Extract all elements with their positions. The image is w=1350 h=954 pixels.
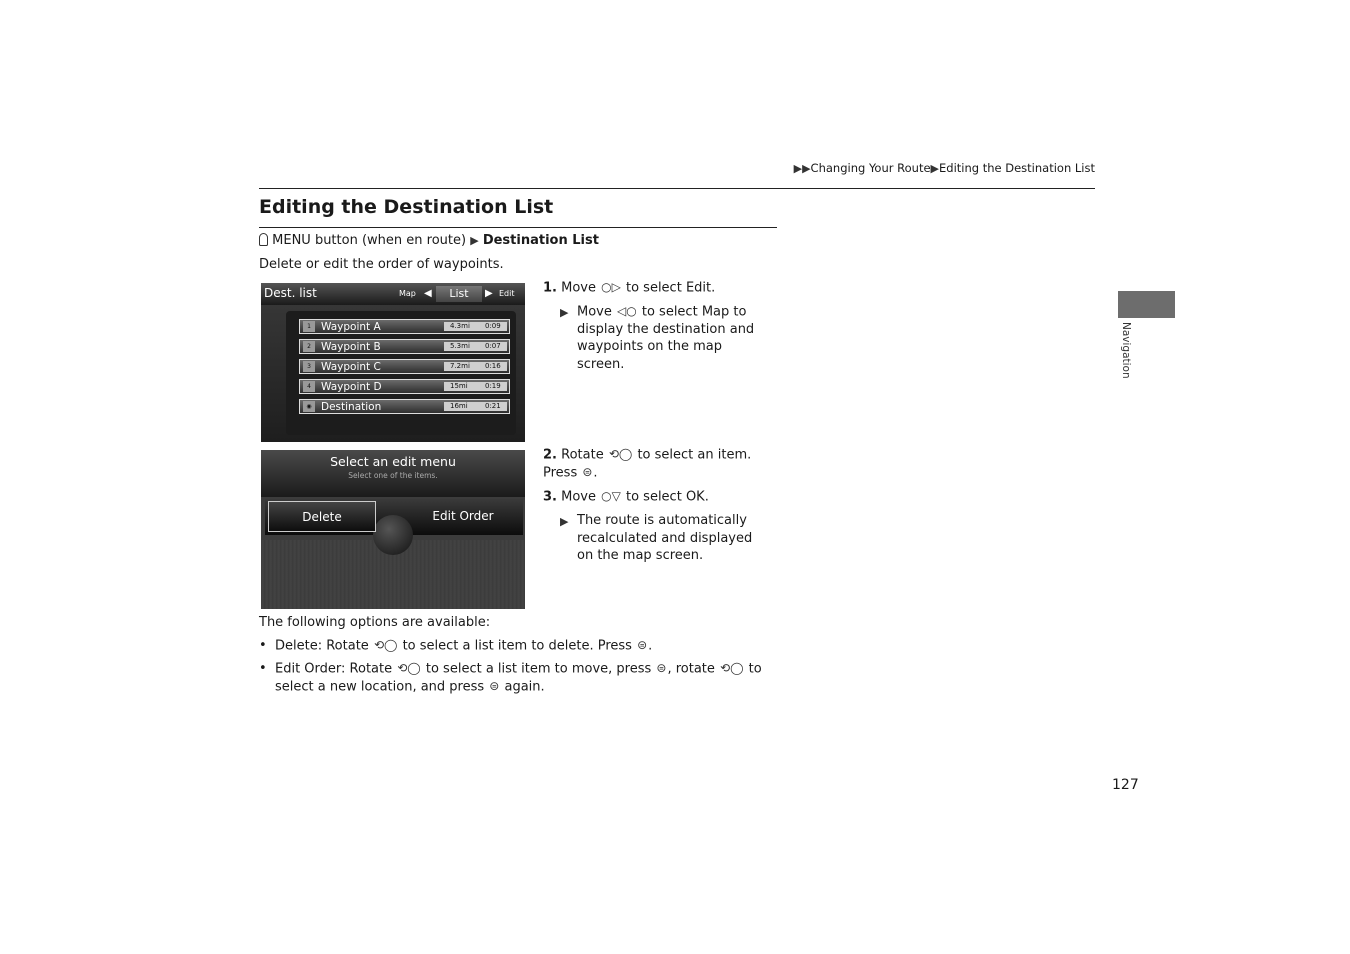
step-3-note (561, 512, 771, 565)
flag-icon: 2 (303, 341, 315, 352)
step-text: Rotate (561, 447, 604, 463)
waypoint-distance: 15mi (450, 382, 468, 390)
list-item (299, 319, 510, 334)
left-arrow-icon: ◀ (424, 288, 432, 299)
press-icon: ⊜ (656, 661, 667, 675)
list-tab: List (436, 286, 482, 302)
note-arrow-icon: ▶ (560, 306, 569, 319)
step-end: . (704, 489, 709, 505)
option-text: to select a list item to delete. Press (402, 638, 632, 654)
option-text: : Rotate (317, 638, 369, 654)
destination-flag-icon: ◉ (303, 401, 315, 412)
waypoint-name: Waypoint D (321, 381, 382, 393)
breadcrumb (640, 161, 1095, 175)
section-tab-label: Navigation (1120, 322, 1132, 379)
flag-icon: 3 (303, 361, 315, 372)
list-item (299, 359, 510, 374)
bullet: • (259, 638, 267, 653)
waypoint-distance: 4.3mi (450, 322, 470, 330)
page-number: 127 (1112, 777, 1139, 793)
right-arrow-icon: ▶ (485, 288, 493, 299)
delete-option: Delete (268, 501, 376, 532)
intro-text: Delete or edit the order of waypoints. (259, 257, 504, 272)
step-2 (543, 446, 777, 482)
rotate-icon: ⟲◯ (373, 638, 398, 652)
waypoint-time: 0:07 (485, 342, 501, 350)
waypoint-info (444, 382, 507, 391)
option-name: Delete (275, 638, 318, 654)
section-tab-marker (1118, 291, 1175, 318)
edit-menu-title: Select an edit menu (330, 454, 456, 469)
press-icon: ⊜ (582, 464, 593, 479)
flag-icon: 1 (303, 321, 315, 332)
waypoint-time: 0:16 (485, 362, 501, 370)
options-intro: The following options are available: (259, 615, 491, 630)
waypoint-time: 0:21 (485, 402, 501, 410)
waypoint-name: Destination (321, 401, 382, 413)
option-end: . (648, 638, 653, 654)
edit-menu-subtitle: Select one of the items. (348, 471, 438, 480)
map-tab-label: Map (399, 289, 416, 298)
waypoint-info (444, 402, 507, 411)
menu-path (259, 233, 599, 248)
option-delete (259, 637, 779, 655)
step-target: OK (685, 489, 705, 505)
step-text: Move (561, 489, 596, 505)
step-text: to select (625, 489, 682, 505)
flag-icon: 4 (303, 381, 315, 392)
waypoint-distance: 5.3mi (450, 342, 470, 350)
note-text: to select (641, 304, 698, 320)
page-title: Editing the Destination List (259, 196, 554, 218)
waypoint-distance: 16mi (450, 402, 468, 410)
step-number: 2. (543, 447, 557, 463)
option-text: , rotate (667, 661, 715, 677)
list-item (299, 399, 510, 414)
list-item (299, 379, 510, 394)
note-target: Map (701, 304, 730, 320)
edit-tab-label: Edit (499, 289, 515, 298)
knob-icon (373, 515, 413, 555)
waypoint-info (444, 362, 507, 371)
step-number: 1. (543, 280, 557, 296)
menu-path-prefix: MENU button (when en route) (272, 233, 467, 248)
press-icon: ⊜ (489, 678, 500, 693)
press-icon: ⊜ (637, 638, 648, 652)
waypoint-name: Waypoint C (321, 361, 381, 373)
note-arrow-icon: ▶ (560, 515, 569, 528)
step-text: to select (625, 280, 682, 296)
step-number: 3. (543, 489, 557, 505)
edit-order-option: Edit Order (432, 509, 494, 523)
rotate-icon: ⟲◯ (397, 661, 421, 675)
option-text: to select a list item to move, press (425, 661, 652, 677)
joystick-left-icon: ◁○ (617, 304, 637, 318)
breadcrumb-arrows: ▶▶ (793, 162, 811, 175)
joystick-down-icon: ○▽ (601, 489, 621, 503)
breadcrumb-section: Changing Your Route (810, 161, 931, 175)
waypoint-name: Waypoint A (321, 321, 381, 333)
remote-hand-icon (259, 233, 268, 246)
waypoint-info (444, 342, 507, 351)
option-name: Edit Order (275, 661, 342, 677)
waypoint-info (444, 322, 507, 331)
note-text: Move (577, 304, 612, 320)
edit-menu-screenshot (261, 450, 525, 609)
option-text: : Rotate (341, 661, 393, 677)
dest-list-title: Dest. list (264, 286, 317, 300)
dest-list-screenshot (261, 283, 525, 442)
menu-path-separator: ▶ (470, 234, 479, 247)
step-target: Edit (685, 280, 712, 296)
rotate-icon: ⟲◯ (608, 447, 633, 461)
option-edit-order (259, 660, 779, 696)
title-rule (259, 227, 777, 228)
step-text: Move (561, 280, 596, 296)
header-rule (259, 188, 1095, 189)
breadcrumb-current: Editing the Destination List (939, 161, 1095, 175)
step-text: to select an item. Press (543, 447, 752, 480)
joystick-right-icon: ○▷ (601, 280, 621, 294)
list-item (299, 339, 510, 354)
note-text: to display the destination and waypoints on the map screen. (577, 304, 755, 372)
waypoint-time: 0:09 (485, 322, 501, 330)
waypoint-distance: 7.2mi (450, 362, 470, 370)
option-text: to select a new location, and press (275, 661, 762, 694)
step-1-note (561, 303, 771, 373)
note-text: The route is automatically recalculated and displayed on the map screen. (577, 513, 753, 563)
step-end: . (711, 280, 716, 296)
bullet: • (259, 661, 267, 676)
waypoint-name: Waypoint B (321, 341, 381, 353)
menu-path-target: Destination List (482, 233, 599, 248)
step-end: . (593, 465, 598, 480)
waypoint-time: 0:19 (485, 382, 501, 390)
breadcrumb-separator: ▶ (930, 162, 939, 175)
option-end: again. (504, 679, 545, 694)
rotate-icon: ⟲◯ (720, 661, 744, 675)
step-3 (543, 488, 709, 506)
step-1 (543, 279, 715, 297)
